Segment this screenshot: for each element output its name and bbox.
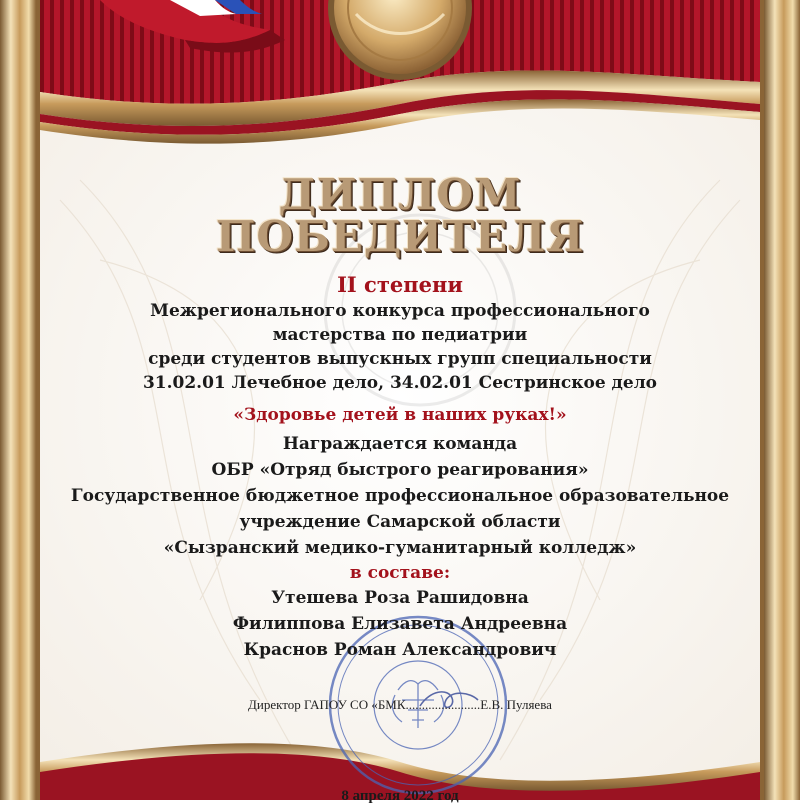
institution-line-1: Государственное бюджетное профессиональное образовательное	[70, 486, 730, 506]
institution-line-3: «Сызранский медико-гуманитарный колледж»	[163, 538, 637, 558]
awarded-line: Награждается команда	[282, 434, 518, 454]
award-date: 8 апреля 2022 год	[341, 788, 459, 804]
institution-line-2: учреждение Самарской области	[239, 512, 561, 532]
team-name: ОБР «Отряд быстрого реагирования»	[211, 460, 589, 480]
diploma-title-line1: ДИПЛОМ	[278, 170, 522, 219]
contest-name: «Здоровье детей в наших руках!»	[233, 405, 567, 425]
contest-line-2: мастерства по педиатрии	[272, 325, 528, 345]
composition-label: в составе:	[349, 563, 451, 583]
member-2: Филиппова Елизавета Андреевна	[232, 614, 568, 634]
contest-line-3: среди студентов выпускных групп специальности	[148, 349, 652, 369]
degree-label: II степени	[337, 272, 463, 297]
contest-line-4: 31.02.01 Лечебное дело, 34.02.01 Сестринское дело	[142, 373, 658, 393]
contest-line-1: Межрегионального конкурса профессионального	[150, 301, 650, 321]
member-1: Утешева Роза Рашидовна	[271, 588, 529, 608]
director-signature-line: Директор ГАПОУ СО «БМК.......................Е.В. Пуляева	[248, 697, 552, 712]
diploma-title-line2: ПОБЕДИТЕЛЯ	[215, 212, 585, 261]
member-3: Краснов Роман Александрович	[243, 640, 557, 660]
